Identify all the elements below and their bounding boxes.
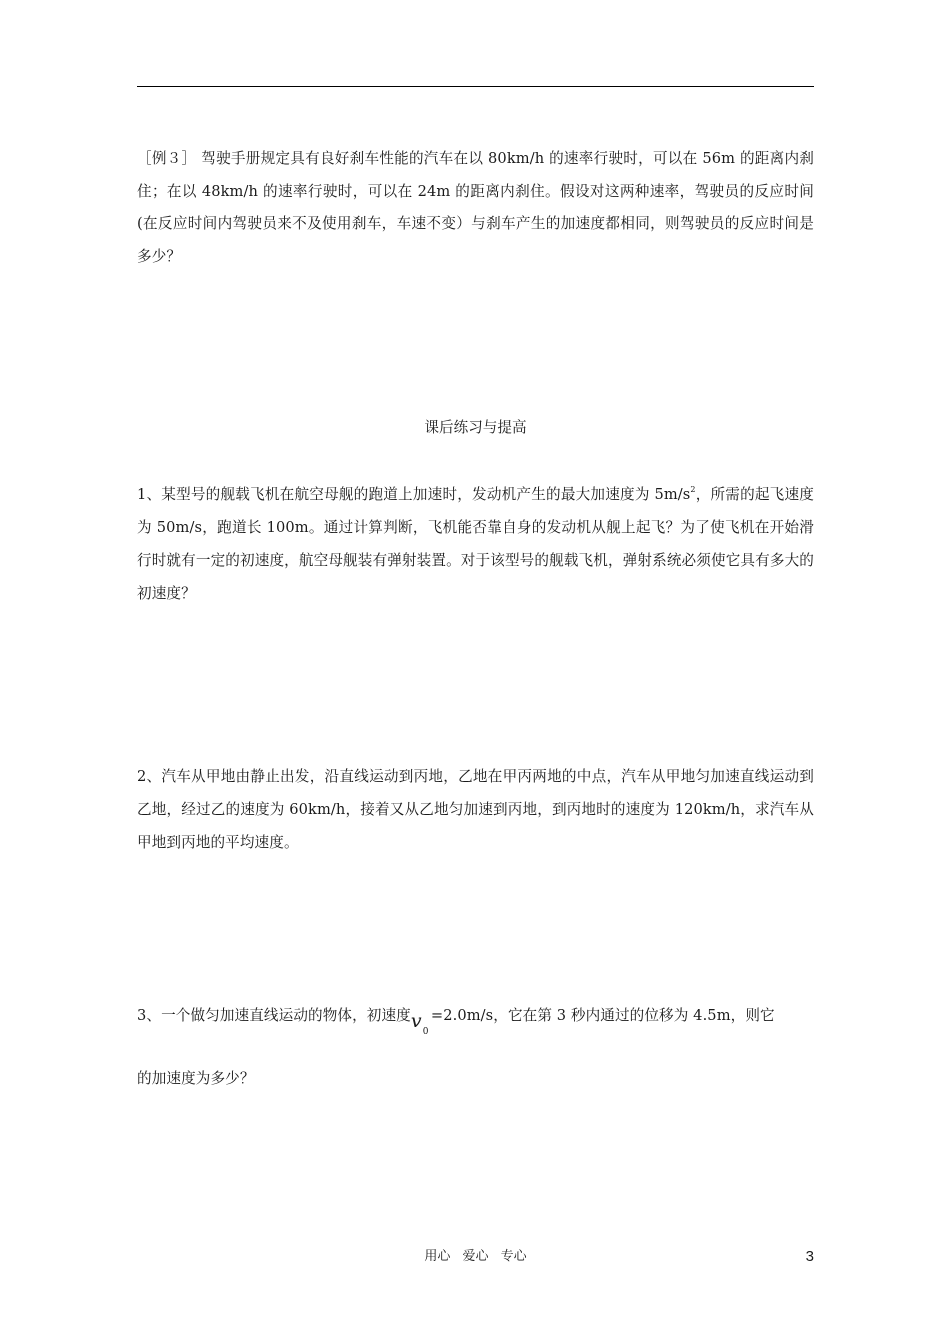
initial-velocity-symbol [410,1010,431,1037]
question-1 [137,478,814,610]
velocity-subscript: 0 [422,1026,429,1037]
page-number: 3 [805,1248,814,1265]
question-3-text-a: 3、一个做匀加速直线运动的物体，初速度 [137,1007,411,1024]
question-1-text-a: 1、某型号的舰载飞机在航空母舰的跑道上加速时，发动机产生的最大加速度为 5m/s [137,486,691,503]
example-3-paragraph: ［例３］ 驾驶手册规定具有良好刹车性能的汽车在以 80km/h 的速率行驶时，可以在 56m 的距离内刹住；在以 48km/h 的速率行驶时，可以在 24m 的距离内刹住。假设对这两种速率，驾驶员的反应时间(在反应时间内驾驶员来不及使用刹车，车速不变）与刹车产生的加速度都相同，则驾驶员的反应时间是多少？ [137,150,814,265]
question-3-line-2: 的加速度为多少？ [137,1070,255,1087]
question-3-line-1 [137,1000,814,1037]
header-rule [137,86,814,87]
section-title: 课后练习与提高 [424,419,527,436]
question-3-text-b: =2.0m/s，它在第 3 秒内通过的位移为 4.5m，则它 [430,1007,775,1024]
question-1-text-b: ，所需的起飞速度为 50m/s，跑道长 100m。通过计算判断，飞机能否靠自身的发动机从舰上起飞？为了使飞机在开始滑行时就有一定的初速度，航空母舰装有弹射装置。对于该型号的舰载飞机，弹射系统必须使它具有多大的初速度？ [137,486,814,602]
footer-motto: 用心 爱心 专心 [424,1249,527,1264]
velocity-variable: v [410,1010,422,1032]
question-1-exponent: 2 [690,485,696,494]
question-2: 2、汽车从甲地由静止出发，沿直线运动到丙地，乙地在甲丙两地的中点，汽车从甲地匀加速直线运动到乙地，经过乙的速度为 60km/h，接着又从乙地匀加速到丙地，到丙地时的速度为 120km/h，求汽车从甲地到丙地的平均速度。 [137,768,814,851]
